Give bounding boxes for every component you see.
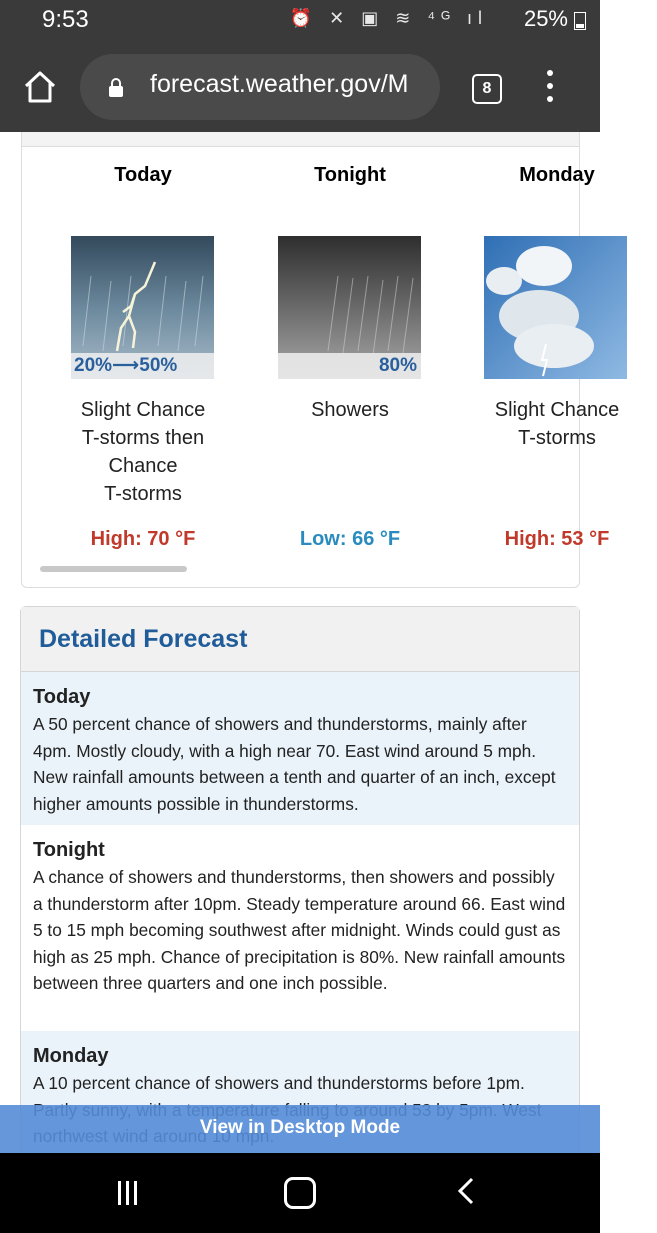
menu-dot-icon (547, 83, 553, 89)
period-description: Showers (311, 399, 389, 421)
detailed-forecast-header (21, 607, 579, 672)
detailed-forecast-panel (20, 606, 580, 1168)
period-name: Today (114, 164, 172, 186)
recent-apps-button[interactable] (118, 1181, 144, 1205)
detail-text: A 50 percent chance of showers and thunderstorms, mainly after 4pm. Mostly cloudy, with a high near 70. East wind around 5 mph. New rainfall amounts between a tenth and quarter of an inch, except higher amounts possible in thunderstorms. (33, 714, 556, 814)
pop-range: 20%⟶50% (74, 355, 178, 376)
period-temperature: High: 53 °F (504, 528, 610, 550)
detail-text: A 10 percent chance of showers and thunderstorms before 1pm. (33, 1073, 525, 1093)
period-description: Slight Chance T-storms then Chance T-storms (80, 399, 206, 505)
more-options-button[interactable] (543, 70, 557, 106)
menu-dot-icon (547, 96, 553, 102)
status-bar (0, 0, 600, 40)
view-desktop-mode-link[interactable]: View in Desktop Mode (199, 1117, 401, 1138)
address-bar[interactable] (80, 54, 440, 120)
battery-icon (574, 12, 586, 30)
thunderstorm-icon (71, 236, 214, 379)
detail-text: A chance of showers and thunderstorms, then showers and possibly a thunderstorm after 10pm. Steady temperature around 66. East wind 5 to 15 mph becoming southwest after midnight. Winds could gust as high as 25 mph. Chance of precipitation is 80%. New rainfall amounts between three quarters and one inch possible. (33, 867, 566, 993)
status-icons: ⏰ ✕ ▣ ≋ ⁴ᴳ ıl (289, 8, 488, 28)
period-name: Monday (519, 164, 595, 186)
status-time: 9:53 (42, 6, 89, 33)
home-button[interactable] (22, 70, 58, 104)
pop-percent: 80% (378, 355, 417, 376)
recent-apps-icon (118, 1181, 121, 1205)
showers-icon (278, 236, 421, 379)
back-icon (456, 1177, 476, 1205)
pop-bar (71, 353, 214, 379)
detail-row-tonight (21, 825, 579, 1031)
period-temperature: High: 70 °F (90, 528, 196, 550)
back-button[interactable] (456, 1177, 476, 1205)
detail-label: Today (33, 686, 91, 708)
browser-toolbar (0, 40, 600, 132)
home-nav-button[interactable] (284, 1177, 316, 1209)
system-navigation-bar (0, 1153, 600, 1233)
period-temperature: Low: 66 °F (299, 528, 401, 550)
home-icon (22, 70, 58, 104)
tab-switcher-button[interactable]: 8 (472, 74, 502, 104)
url-text[interactable]: forecast.weather.gov/M (150, 70, 409, 98)
detail-row-today (21, 672, 579, 825)
battery-percent: 25% (523, 6, 568, 31)
detail-label: Tonight (33, 839, 105, 861)
detail-label: Monday (33, 1045, 109, 1067)
menu-dot-icon (547, 70, 553, 76)
horizontal-scrollbar[interactable] (40, 566, 187, 572)
view-desktop-mode-banner[interactable] (0, 1105, 600, 1153)
lock-icon (108, 78, 124, 98)
period-description: Slight Chance T-storms (494, 399, 620, 449)
partly-sunny-storm-icon (484, 236, 627, 379)
period-name: Tonight (314, 164, 386, 186)
pop-bar (278, 353, 421, 379)
detailed-forecast-title: Detailed Forecast (39, 625, 248, 653)
seven-day-forecast (21, 132, 620, 588)
